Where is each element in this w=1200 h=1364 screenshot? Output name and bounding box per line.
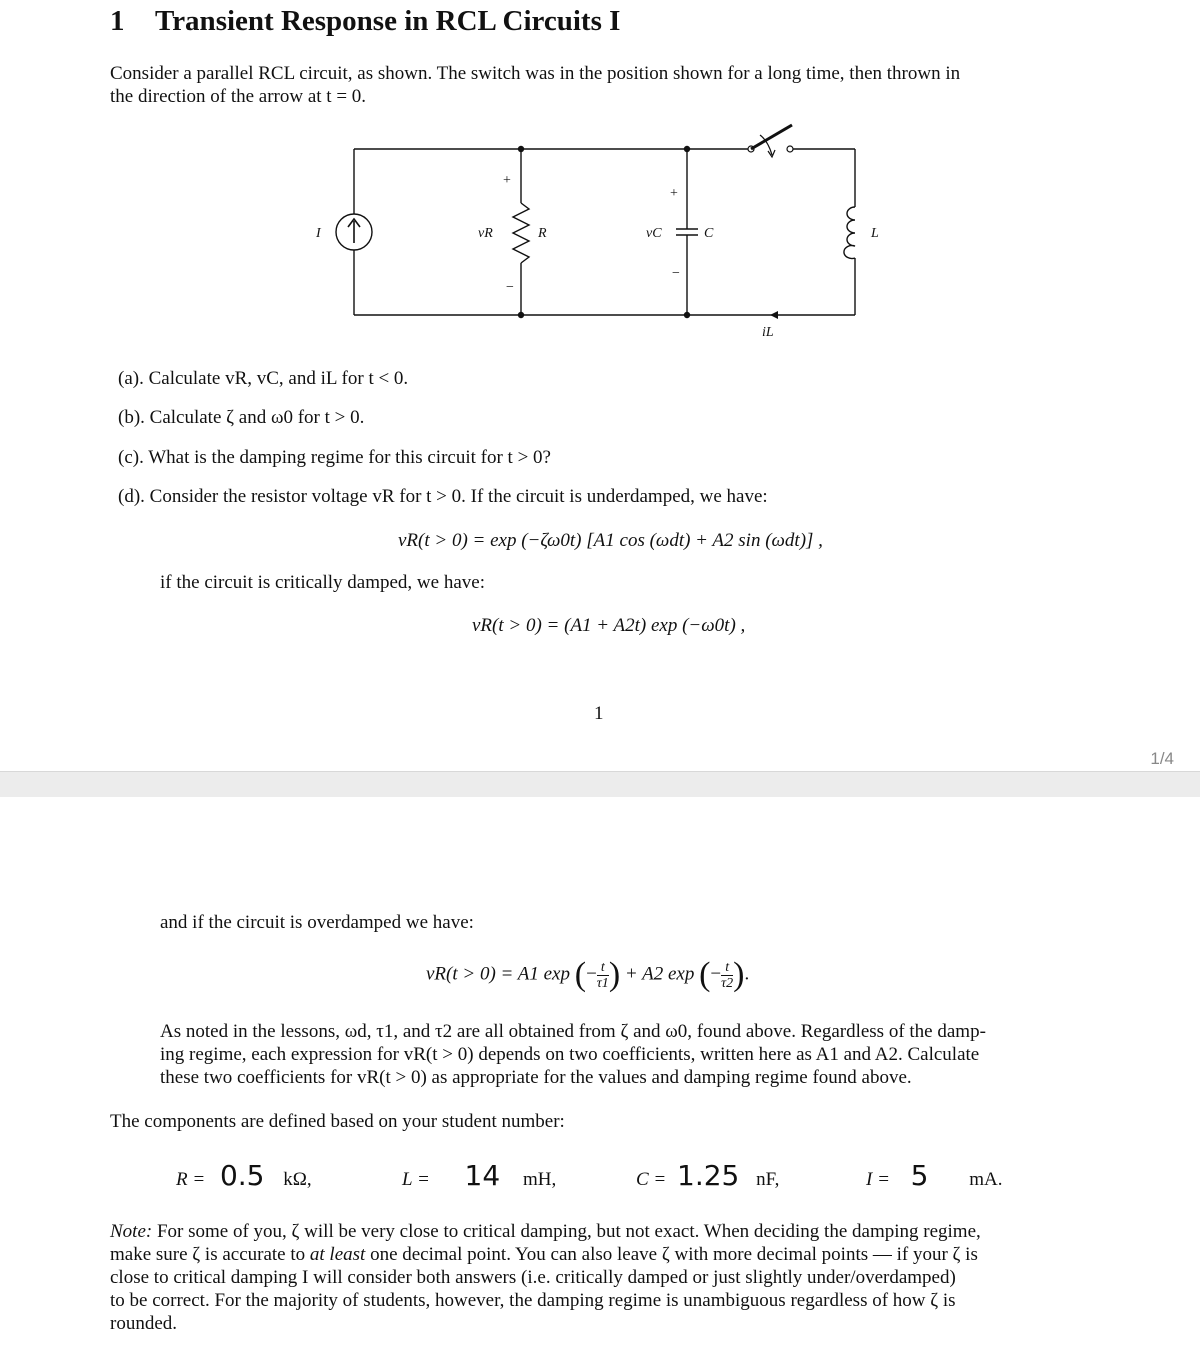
inductor-label: L	[871, 226, 879, 241]
vc-label: vC	[646, 226, 662, 241]
current-source	[336, 214, 372, 250]
capacitor-label: C	[704, 226, 714, 241]
component-c: C = 1.25 nF,	[636, 1159, 780, 1192]
r-value-handwritten: 0.5	[219, 1159, 265, 1192]
vc-minus: −	[672, 266, 680, 281]
intro-paragraph	[110, 62, 1110, 108]
critical-intro: if the circuit is critically damped, we have:	[160, 572, 485, 593]
capacitor	[676, 149, 698, 315]
component-i: I = 5 mA.	[866, 1159, 1003, 1192]
part-d: (d). Consider the resistor voltage vR for t > 0. If the circuit is underdamped, we have:	[118, 486, 768, 507]
component-r: R = 0.5 kΩ,	[176, 1159, 312, 1192]
components-intro: The components are defined based on your student number:	[110, 1111, 565, 1132]
resistor	[513, 149, 529, 315]
page-count: 1/4	[1150, 749, 1174, 768]
c-value-handwritten: 1.25	[677, 1159, 740, 1192]
part-b: (b). Calculate ζ and ω0 for t > 0.	[118, 407, 365, 428]
part-c: (c). What is the damping regime for this circuit for t > 0?	[118, 447, 551, 468]
vr-plus: +	[503, 173, 511, 188]
page-separator	[0, 771, 1200, 798]
node-top-c	[684, 146, 690, 152]
section-heading: 1 Transient Response in RCL Circuits I	[110, 5, 621, 37]
page-number: 1	[594, 703, 604, 724]
vc-plus: +	[670, 186, 678, 201]
circuit-diagram	[300, 115, 890, 345]
notes-paragraph: As noted in the lessons, ωd, τ1, and τ2 are all obtained from ζ and ω0, found above. Regardless of the damp- ing regime, each expression for vR(t > 0) depends on two coefficients, written here as A1 and A2. Calculate these two coefficients for vR(t > 0) as appropriate for the values and damping regime found above.	[160, 1021, 986, 1088]
overdamped-equation: vR(t > 0) = A1 exp (− $\frac{t}{\tau 1}$ ) + A2 exp (− $\frac{t}{\tau 2}$ ).	[426, 956, 750, 993]
node-bottom-r	[518, 312, 524, 318]
part-a: (a). Calculate vR, vC, and iL for t < 0.	[118, 368, 409, 389]
fraction-tau1: $\frac{t}{\tau 1}$	[596, 959, 609, 991]
note-paragraph: Note: For some of you, ζ will be very close to critical damping, but not exact. When deciding the damping regime, make sure ζ is accurate to at least one decimal point. You can also leave ζ with more decimal points — if your ζ is close to critical damping I will consider both answers (i.e. critically damped or just slightly under/overdamped) to be correct. For the majority of students, however, the damping regime is unambiguous regardless of how ζ is rounded.	[110, 1221, 981, 1334]
i-value-handwritten: 5	[910, 1159, 929, 1192]
intro-line-1: Consider a parallel RCL circuit, as shown. The switch was in the position shown for a long time, then thrown in	[110, 63, 961, 84]
page-2	[0, 797, 1200, 1364]
critical-equation: vR(t > 0) = (A1 + A2t) exp (−ω0t) ,	[472, 615, 746, 636]
resistor-label: R	[538, 226, 547, 241]
node-top-r	[518, 146, 524, 152]
source-label: I	[316, 226, 321, 241]
intro-line-2: the direction of the arrow at t = 0.	[110, 86, 367, 107]
underdamped-equation: vR(t > 0) = exp (−ζω0t) [A1 cos (ωdt) + A2 sin (ωdt)] ,	[398, 530, 823, 551]
inductor	[844, 207, 855, 259]
overdamped-intro: and if the circuit is overdamped we have:	[160, 912, 474, 933]
switch	[748, 125, 793, 157]
il-arrow	[770, 311, 778, 319]
l-value-handwritten: 14	[464, 1159, 501, 1192]
vr-minus: −	[506, 280, 514, 295]
fraction-tau2: $\frac{t}{\tau 2}$	[721, 959, 734, 991]
il-label: iL	[762, 325, 774, 340]
vr-label: vR	[478, 226, 493, 241]
node-bottom-c	[684, 312, 690, 318]
component-l: L = 14 mH,	[402, 1159, 557, 1192]
